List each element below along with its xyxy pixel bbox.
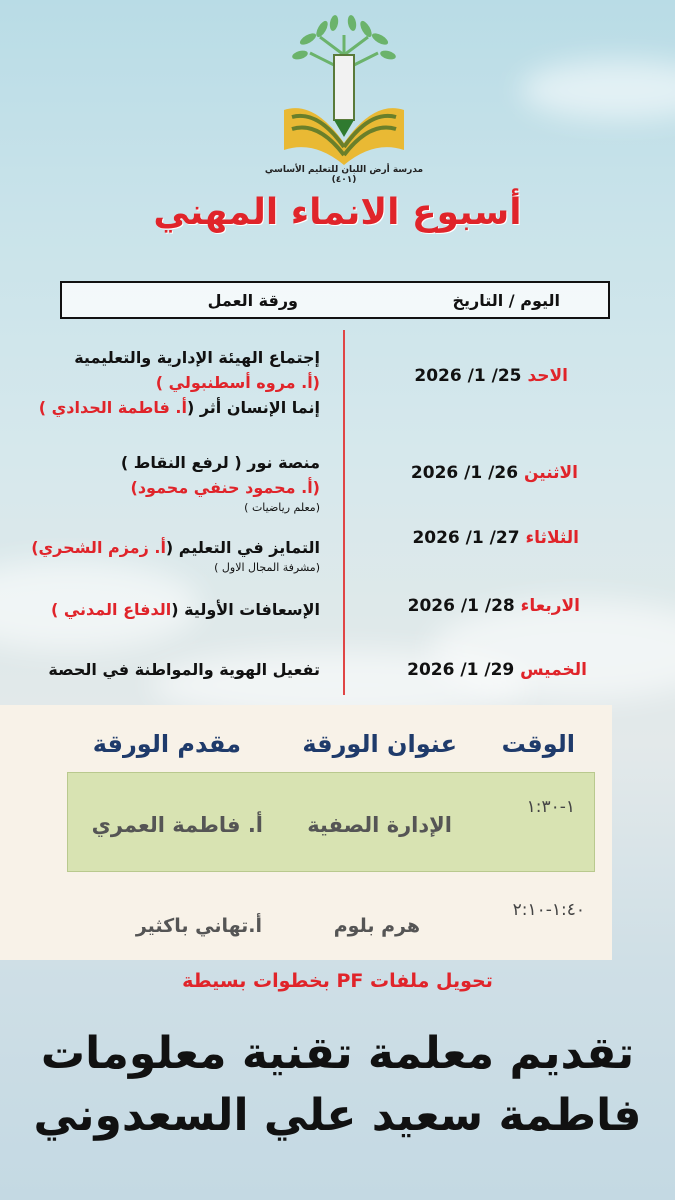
column-divider — [343, 330, 345, 695]
table-header — [60, 281, 610, 319]
paper-title-value: هرم بلوم — [333, 915, 420, 937]
time-header: الوقت — [501, 730, 575, 758]
date-value: 28/ 1/ 2026 — [407, 596, 515, 616]
date-row — [408, 596, 580, 616]
paper-title-header: عنوان الورقة — [302, 730, 457, 758]
date-row — [411, 463, 578, 483]
day-label: الاحد — [527, 366, 568, 386]
date-value: 27/ 1/ 2026 — [412, 528, 520, 548]
work-line: منصة نور ( لرفع النقاط ) — [120, 453, 320, 472]
day-label: الاثنين — [523, 463, 578, 483]
date-row — [407, 660, 587, 680]
work-line: التمايز في التعليم (أ. زمزم الشحري) — [31, 538, 320, 557]
work-note: (معلم رياضيات ) — [244, 501, 320, 514]
time-value: ١:٤٠-٢:١٠ — [512, 900, 585, 920]
presenter-value: أ.تهاني باكثير — [135, 915, 262, 937]
presenter-header: مقدم الورقة — [92, 730, 241, 758]
school-name: مدرسة أرض اللبان للتعليم الأساسي (٤٠١) — [264, 165, 424, 185]
date-value: 25/ 1/ 2026 — [414, 366, 522, 386]
work-line: (أ. محمود حنفي محمود) — [130, 478, 320, 497]
paper-header: ورقة العمل — [207, 290, 298, 310]
presenter-value: أ. فاطمة العمري — [91, 813, 263, 837]
work-item-tuesday — [31, 535, 320, 576]
date-value: 26/ 1/ 2026 — [410, 463, 519, 483]
credit-line-2: فاطمة سعيد علي السعدوني — [33, 1090, 642, 1141]
time-value: ١-١:٣٠ — [526, 797, 575, 817]
page-title: أسبوع الانماء المهني — [153, 192, 522, 233]
paper-title-value: الإدارة الصفية — [307, 813, 452, 837]
day-label: الاربعاء — [520, 596, 580, 616]
work-item-monday — [121, 450, 320, 516]
work-line: إجتماع الهيئة الإدارية والتعليمية — [74, 348, 320, 367]
date-row — [412, 528, 579, 548]
school-logo — [264, 15, 424, 185]
work-line: إنما الإنسان أثر (أ. فاطمة الحدادي ) — [38, 398, 320, 417]
day-label: الخميس — [520, 660, 587, 680]
credit-line-1: تقديم معلمة تقنية معلومات — [40, 1028, 635, 1079]
work-item-thursday — [48, 657, 320, 682]
date-value: 29/ 1/ 2026 — [407, 660, 515, 680]
work-item-wednesday — [51, 597, 320, 622]
work-item-sunday — [39, 345, 320, 420]
promo-line: تحويل ملفات PF بخطوات بسيطة — [182, 970, 493, 992]
work-line: الإسعافات الأولية (الدفاع المدني ) — [50, 600, 320, 619]
work-line: (أ. مروه أسطنبولي ) — [155, 373, 320, 392]
cloud-decoration — [520, 60, 675, 120]
day-date-header: اليوم / التاريخ — [452, 290, 560, 310]
work-line: تفعيل الهوية والمواطنة في الحصة — [48, 660, 320, 679]
day-label: الثلاثاء — [525, 528, 579, 548]
work-note: (مشرفة المجال الاول ) — [214, 561, 320, 574]
logo-emblem-icon — [270, 15, 418, 185]
date-row — [414, 366, 568, 386]
